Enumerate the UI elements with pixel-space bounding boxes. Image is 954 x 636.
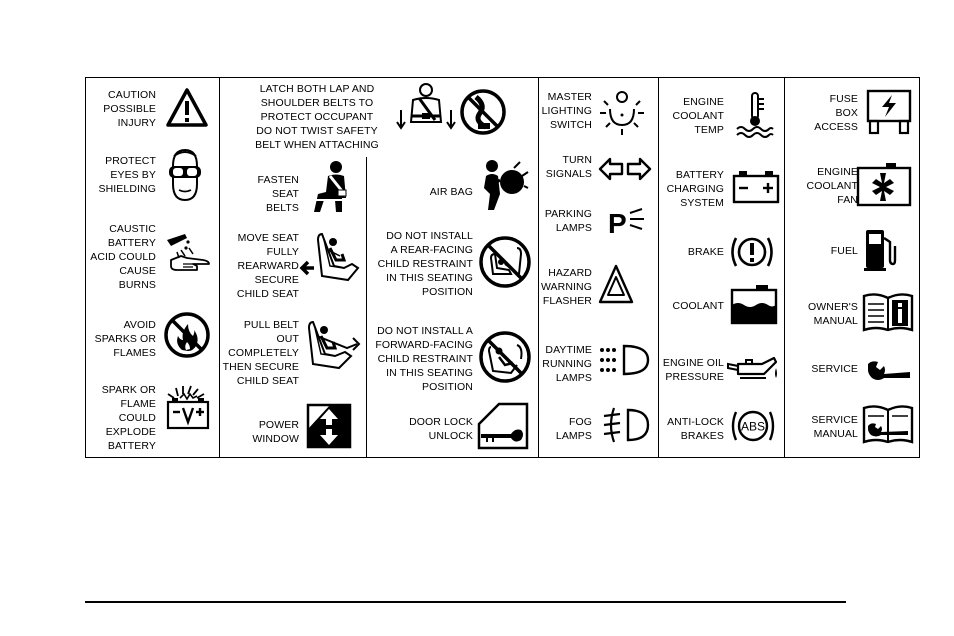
move-seat-label: MOVE SEAT FULLY REARWARD SECURE CHILD SEAT — [236, 232, 299, 300]
hazard-triangle-icon — [598, 264, 634, 306]
goggles-face-icon — [164, 146, 206, 204]
hazard-flasher-label: HAZARD WARNING FLASHER — [540, 267, 592, 307]
column-divider — [658, 77, 659, 458]
fuse-box-label: FUSE BOX ACCESS — [814, 93, 858, 133]
abs-icon — [730, 406, 776, 446]
daytime-running-lamps-icon — [598, 343, 652, 377]
master-lighting-icon — [596, 87, 648, 137]
column-divider — [784, 77, 785, 458]
coolant-label: COOLANT — [672, 300, 724, 312]
no-twist-belt-icon — [458, 87, 508, 137]
power-window-icon — [306, 403, 352, 449]
pull-belt-label: PULL BELT OUT COMPLETELY THEN SECURE CHILD SEAT — [222, 319, 299, 387]
coolant-fan-icon — [856, 161, 912, 207]
column-divider — [219, 77, 220, 458]
turn-signal-arrows-icon — [598, 156, 652, 182]
turn-signals-label: TURN SIGNALS — [545, 154, 592, 180]
engine-coolant-temp-label: ENGINE COOLANT TEMP — [672, 96, 724, 136]
child-seat-rearward-icon — [300, 230, 362, 286]
latch-belts-label: LATCH BOTH LAP AND SHOULDER BELTS TO PROTECT OCCUPANT DO NOT TWIST SAFETY BELT WHEN ATTACHING — [255, 83, 379, 151]
parking-lamps-icon — [606, 205, 646, 239]
air-bag-icon — [478, 158, 528, 214]
column-divider — [538, 77, 539, 458]
no-forward-facing-seat-icon — [477, 329, 533, 385]
avoid-sparks-label: AVOID SPARKS OR FLAMES — [94, 319, 156, 359]
service-manual-icon — [862, 404, 914, 444]
fuse-icon — [866, 89, 912, 135]
door-lock-label: DOOR LOCK UNLOCK — [409, 416, 473, 442]
service-manual-label: SERVICE MANUAL — [811, 414, 858, 440]
fog-lamp-icon — [600, 406, 650, 444]
anti-lock-label: ANTI-LOCK BRAKES — [667, 416, 724, 442]
warning-triangle-icon — [165, 87, 209, 129]
caution-label: CAUTION POSSIBLE INJURY — [103, 89, 156, 129]
no-rear-facing-seat-icon — [477, 234, 533, 290]
wrench-icon — [866, 358, 912, 382]
fuel-label: FUEL — [830, 245, 858, 257]
abs-text: ABS — [740, 419, 766, 434]
door-lock-icon — [477, 402, 529, 450]
coolant-temp-icon — [735, 91, 775, 137]
no-rear-facing-label: DO NOT INSTALL A REAR-FACING CHILD RESTRAINT IN THIS SEATING POSITION — [377, 230, 473, 298]
coolant-fan-label: ENGINE COOLANT FAN — [806, 166, 858, 206]
battery-icon — [732, 168, 780, 204]
no-forward-facing-label: DO NOT INSTALL A FORWARD-FACING CHILD RESTRAINT IN THIS SEATING POSITION — [375, 325, 473, 393]
service-label: SERVICE — [811, 363, 858, 375]
air-bag-label: AIR BAG — [429, 186, 473, 198]
fasten-belts-label: FASTEN SEAT BELTS — [257, 174, 299, 214]
battery-explode-icon — [164, 384, 212, 432]
footer-rule — [85, 601, 846, 603]
oil-pressure-label: ENGINE OIL PRESSURE — [662, 357, 724, 383]
spark-explode-label: SPARK OR FLAME COULD EXPLODE BATTERY — [101, 384, 156, 452]
owners-manual-icon — [862, 292, 914, 332]
fuel-pump-icon — [864, 228, 896, 272]
oil-can-icon — [726, 354, 780, 384]
master-lighting-label: MASTER LIGHTING SWITCH — [541, 91, 592, 131]
acid-hand-icon — [163, 230, 213, 278]
column-divider — [366, 157, 367, 458]
battery-charging-label: BATTERY CHARGING SYSTEM — [666, 169, 724, 209]
caustic-acid-label: CAUSTIC BATTERY ACID COULD CAUSE BURNS — [90, 223, 156, 291]
coolant-reservoir-icon — [730, 283, 778, 325]
parking-p-glyph: P — [608, 208, 627, 239]
protect-eyes-label: PROTECT EYES BY SHIELDING — [98, 155, 156, 195]
brake-label: BRAKE — [687, 246, 724, 258]
brake-warning-icon — [728, 230, 776, 274]
power-window-label: POWER WINDOW — [252, 419, 299, 445]
owners-manual-label: OWNER'S MANUAL — [808, 301, 858, 327]
seatbelt-latch-icon — [395, 82, 457, 140]
parking-lamps-label: PARKING LAMPS — [544, 208, 592, 234]
daytime-lamps-label: DAYTIME RUNNING LAMPS — [542, 344, 592, 384]
child-seat-belt-icon — [305, 318, 363, 376]
seatbelt-icon — [308, 160, 358, 216]
fog-lamps-label: FOG LAMPS — [555, 416, 592, 442]
no-flame-icon — [162, 310, 212, 360]
